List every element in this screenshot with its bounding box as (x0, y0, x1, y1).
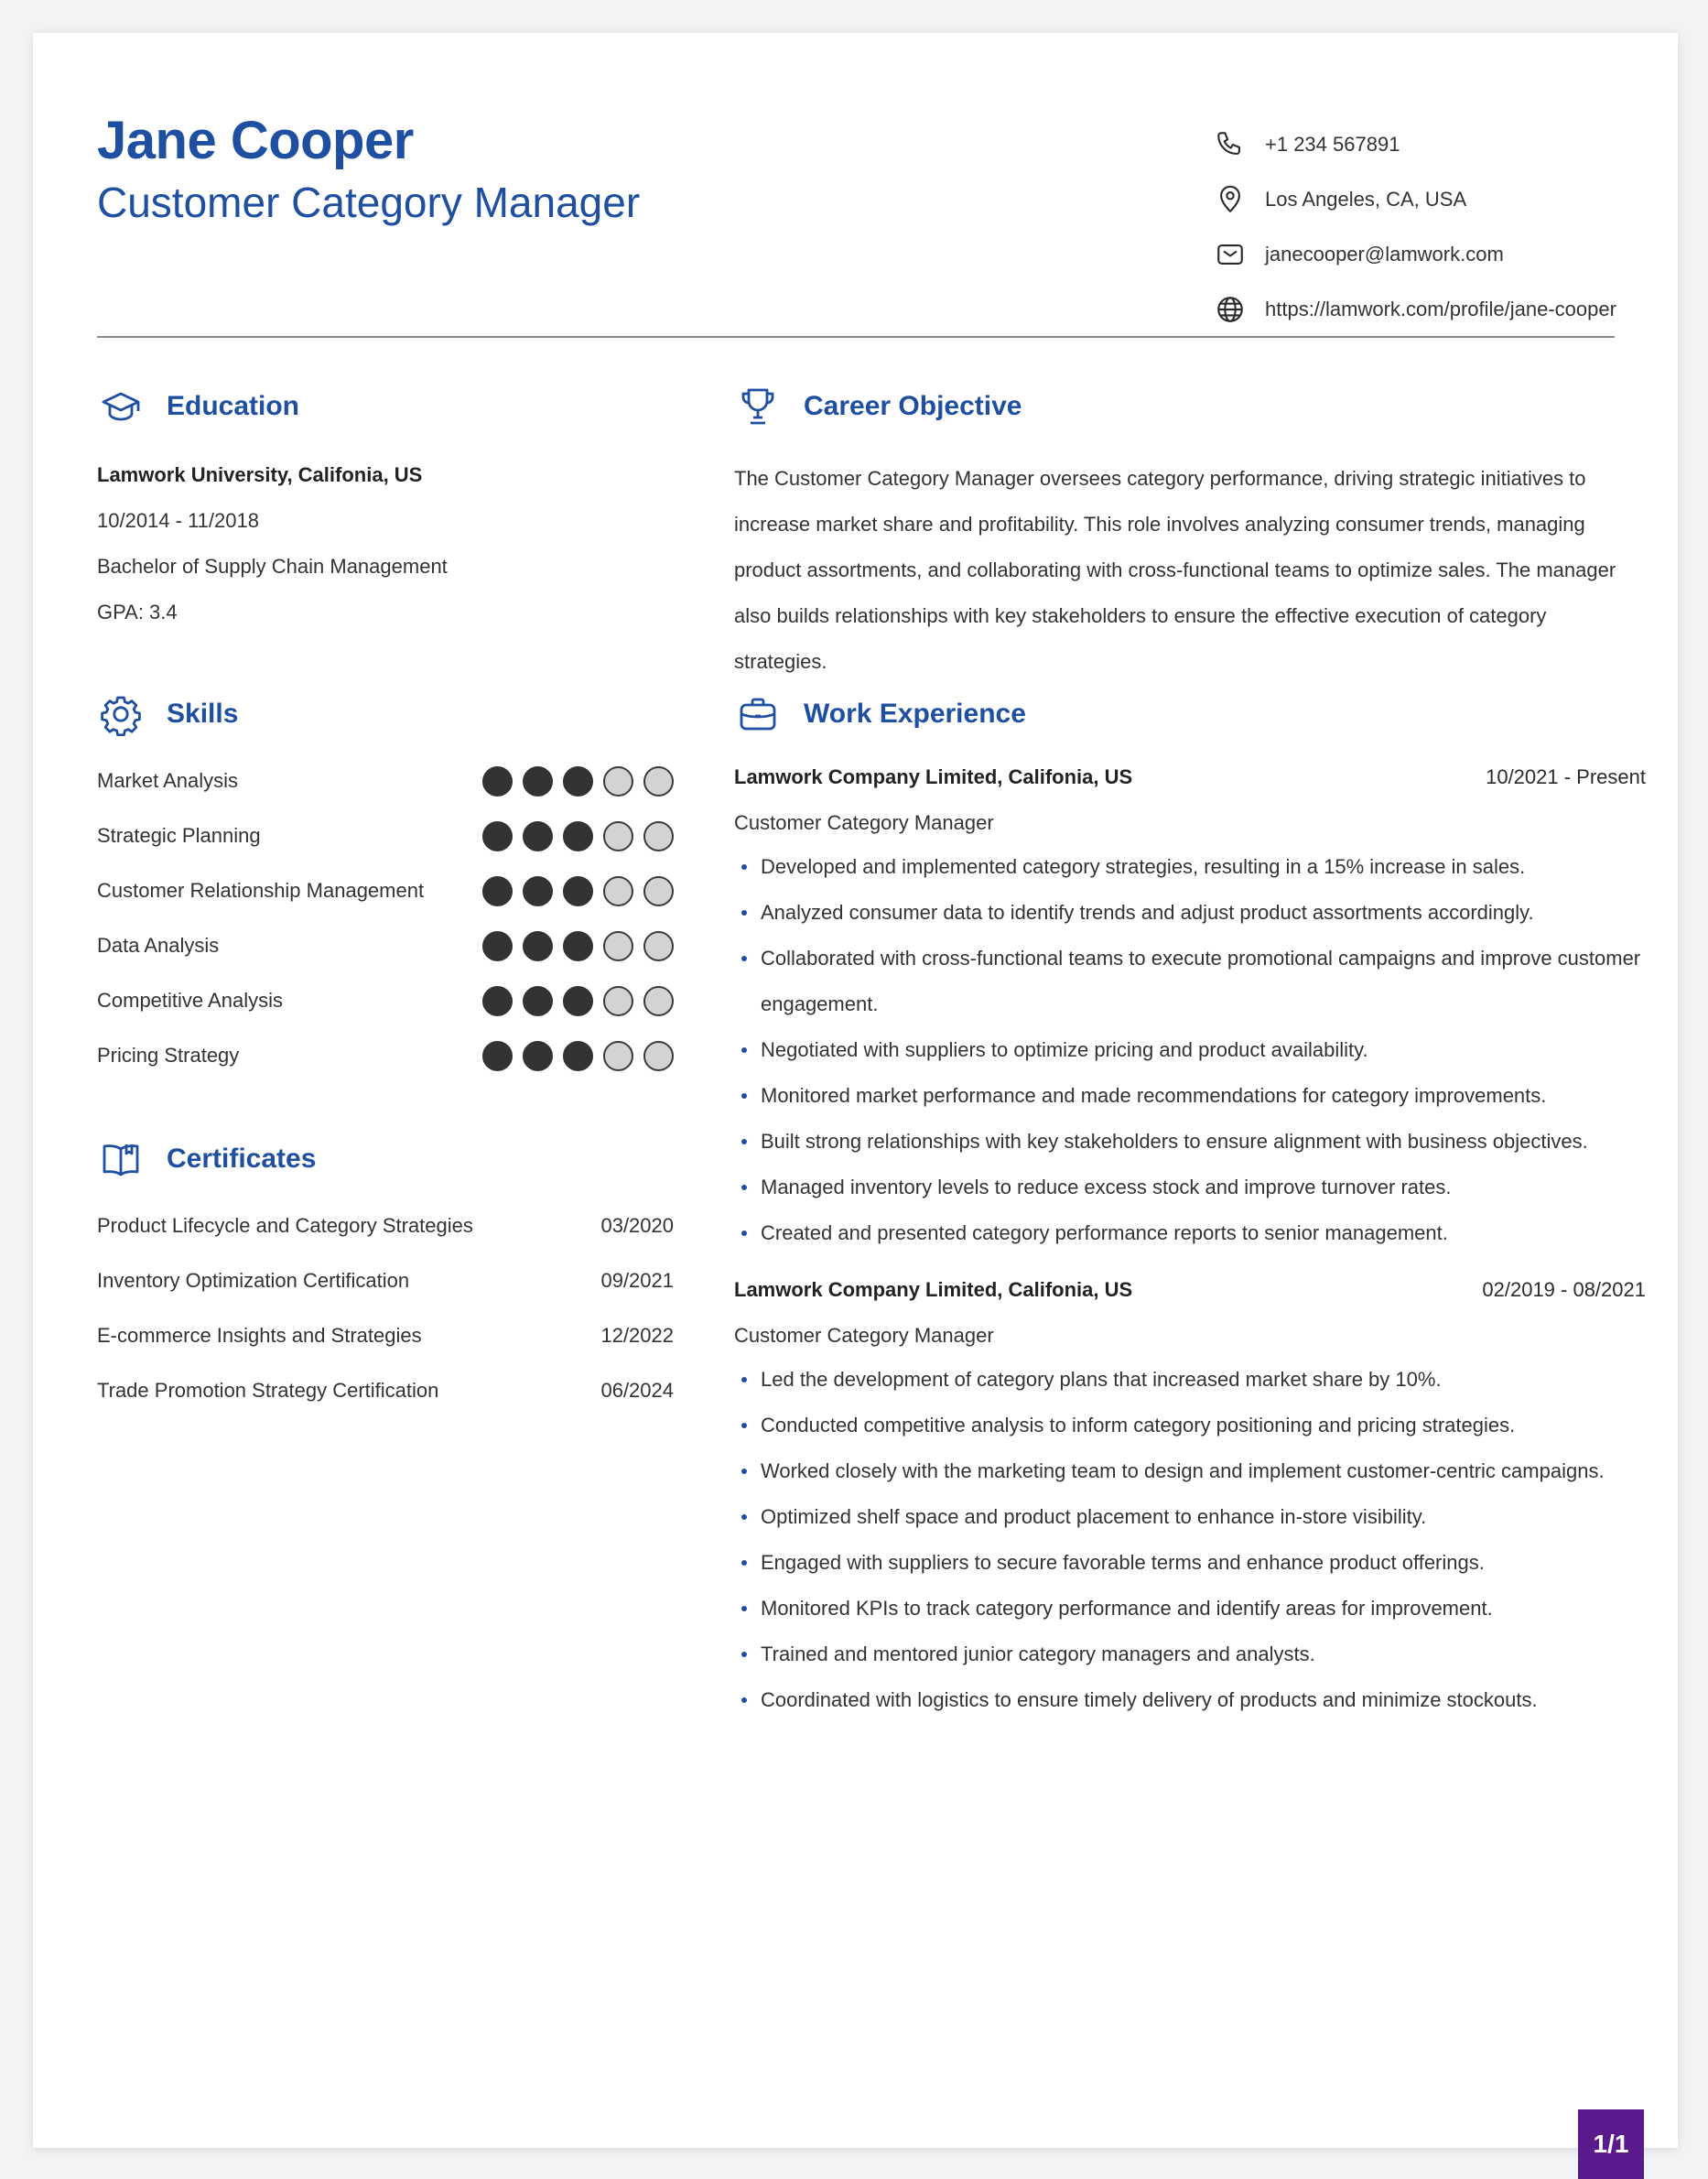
rating-dot-empty (603, 1041, 633, 1071)
certificate-row (97, 1214, 674, 1238)
education-degree: Bachelor of Supply Chain Management (97, 555, 448, 578)
rating-dot-empty (643, 1041, 674, 1071)
job-header (734, 1278, 1646, 1302)
skill-row (97, 982, 674, 1019)
graduation-cap-icon (97, 383, 145, 430)
skill-row (97, 818, 674, 854)
certificate-name: Inventory Optimization Certification (97, 1269, 410, 1292)
contact-list (1212, 117, 1624, 337)
skills-heading (97, 690, 238, 738)
objective-title: Career Objective (804, 391, 1022, 421)
skill-row (97, 873, 674, 909)
rating-dot-filled (523, 1041, 553, 1071)
page-indicator: 1/1 (1578, 2109, 1644, 2179)
job-position: Customer Category Manager (734, 1324, 994, 1347)
objective-text: The Customer Category Manager oversees category performance, driving strategic initiatives to increase market share and profitability. This role involves analyzing consumer trends, managing product assortments, and collaborating with cross-functional teams to optimize sales. The manager also builds relationships with key stakeholders to ensure the effective execution of category strategies. (734, 467, 1616, 673)
rating-dot-filled (563, 766, 593, 797)
rating-dot-filled (523, 766, 553, 797)
rating-dot-filled (563, 876, 593, 906)
rating-dot-filled (482, 1041, 513, 1071)
objective-heading (734, 383, 1022, 430)
skill-label: Customer Relationship Management (97, 879, 425, 902)
skill-rating (482, 766, 674, 797)
phone-icon (1212, 126, 1249, 163)
job-bullet: Coordinated with logistics to ensure timely delivery of products and minimize stockouts. (734, 1677, 1649, 1723)
skill-label: Data Analysis (97, 934, 220, 957)
rating-dot-filled (523, 986, 553, 1016)
skill-rating (482, 1041, 674, 1071)
rating-dot-filled (563, 986, 593, 1016)
job-bullet-list (734, 844, 1649, 1256)
book-icon (97, 1135, 145, 1183)
rating-dot-filled (523, 931, 553, 961)
education-heading (97, 383, 299, 430)
candidate-role: Customer Category Manager (97, 179, 641, 226)
skill-label: Market Analysis (97, 769, 239, 792)
rating-dot-empty (643, 821, 674, 851)
job-bullet: Collaborated with cross-functional teams to execute promotional campaigns and improve customer engagement. (734, 936, 1649, 1027)
job-dates: 02/2019 - 08/2021 (1482, 1278, 1646, 1301)
contact-phone-text[interactable]: +1 234 567891 (1265, 133, 1400, 156)
job-bullet-list (734, 1357, 1649, 1723)
job-bullet: Worked closely with the marketing team to design and implement customer-centric campaigns. (734, 1448, 1649, 1494)
rating-dot-filled (563, 931, 593, 961)
certificates-heading (97, 1135, 316, 1183)
certificate-date: 06/2024 (600, 1379, 674, 1402)
job-bullet: Optimized shelf space and product placement to enhance in-store visibility. (734, 1494, 1649, 1540)
skill-rating (482, 821, 674, 851)
rating-dot-filled (482, 821, 513, 851)
job-bullet: Negotiated with suppliers to optimize pricing and product availability. (734, 1027, 1649, 1073)
skill-row (97, 1037, 674, 1074)
education-school: Lamwork University, Califonia, US (97, 463, 423, 486)
certificate-row (97, 1324, 674, 1348)
job-bullet: Created and presented category performance reports to senior management. (734, 1210, 1649, 1256)
job-bullet: Managed inventory levels to reduce excess stock and improve turnover rates. (734, 1165, 1649, 1210)
rating-dot-filled (482, 876, 513, 906)
certificate-date: 12/2022 (600, 1324, 674, 1347)
certificate-name: E-commerce Insights and Strategies (97, 1324, 422, 1347)
contact-website-link[interactable]: https://lamwork.com/profile/jane-cooper (1265, 298, 1616, 320)
rating-dot-filled (523, 876, 553, 906)
skill-label: Strategic Planning (97, 824, 261, 847)
skills-title: Skills (167, 699, 239, 729)
job-bullet: Monitored KPIs to track category performance and identify areas for improvement. (734, 1586, 1649, 1632)
skill-row (97, 763, 674, 799)
certificates-title: Certificates (167, 1144, 317, 1174)
work-heading (734, 690, 1026, 738)
certificate-row (97, 1379, 674, 1403)
briefcase-icon (734, 690, 782, 738)
rating-dot-empty (643, 876, 674, 906)
skill-rating (482, 876, 674, 906)
skill-label: Competitive Analysis (97, 989, 283, 1012)
rating-dot-filled (482, 986, 513, 1016)
job-company: Lamwork Company Limited, Califonia, US (734, 1278, 1133, 1301)
certificate-name: Trade Promotion Strategy Certification (97, 1379, 439, 1402)
skill-rating (482, 986, 674, 1016)
rating-dot-filled (482, 766, 513, 797)
job-header (734, 765, 1646, 789)
header-divider (97, 336, 1615, 338)
education-title: Education (167, 391, 300, 421)
skill-rating (482, 931, 674, 961)
rating-dot-empty (643, 931, 674, 961)
envelope-icon (1212, 236, 1249, 273)
job-bullet: Trained and mentored junior category managers and analysts. (734, 1632, 1649, 1677)
certificate-date: 03/2020 (600, 1214, 674, 1237)
rating-dot-empty (603, 876, 633, 906)
trophy-icon (734, 383, 782, 430)
job-bullet: Conducted competitive analysis to inform category positioning and pricing strategies. (734, 1403, 1649, 1448)
rating-dot-empty (643, 766, 674, 797)
rating-dot-filled (523, 821, 553, 851)
rating-dot-empty (603, 986, 633, 1016)
rating-dot-empty (603, 821, 633, 851)
job-position: Customer Category Manager (734, 811, 994, 834)
job-bullet: Developed and implemented category strategies, resulting in a 15% increase in sales. (734, 844, 1649, 890)
work-title: Work Experience (804, 699, 1026, 729)
job-company: Lamwork Company Limited, Califonia, US (734, 765, 1133, 788)
resume-page (33, 33, 1678, 2158)
job-bullet: Led the development of category plans that increased market share by 10%. (734, 1357, 1649, 1403)
location-pin-icon (1212, 181, 1249, 218)
globe-icon (1212, 291, 1249, 328)
rating-dot-filled (563, 1041, 593, 1071)
contact-website (1212, 282, 1624, 337)
skill-row (97, 927, 674, 964)
contact-location-text: Los Angeles, CA, USA (1265, 188, 1467, 211)
rating-dot-empty (603, 931, 633, 961)
rating-dot-empty (603, 766, 633, 797)
education-gpa: GPA: 3.4 (97, 601, 178, 623)
rating-dot-filled (482, 931, 513, 961)
contact-phone (1212, 117, 1624, 172)
skill-label: Pricing Strategy (97, 1044, 240, 1067)
contact-email (1212, 227, 1624, 282)
gear-icon (97, 690, 145, 738)
contact-location (1212, 172, 1624, 227)
job-dates: 10/2021 - Present (1486, 765, 1646, 788)
certificate-date: 09/2021 (600, 1269, 674, 1292)
job-bullet: Monitored market performance and made recommendations for category improvements. (734, 1073, 1649, 1119)
certificate-name: Product Lifecycle and Category Strategies (97, 1214, 473, 1237)
certificate-row (97, 1269, 674, 1293)
rating-dot-filled (563, 821, 593, 851)
contact-email-text[interactable]: janecooper@lamwork.com (1265, 243, 1504, 266)
education-dates: 10/2014 - 11/2018 (97, 509, 259, 532)
job-bullet: Built strong relationships with key stakeholders to ensure alignment with business objectives. (734, 1119, 1649, 1165)
job-bullet: Analyzed consumer data to identify trends and adjust product assortments accordingly. (734, 890, 1649, 936)
candidate-name: Jane Cooper (97, 111, 414, 170)
job-bullet: Engaged with suppliers to secure favorable terms and enhance product offerings. (734, 1540, 1649, 1586)
rating-dot-empty (643, 986, 674, 1016)
